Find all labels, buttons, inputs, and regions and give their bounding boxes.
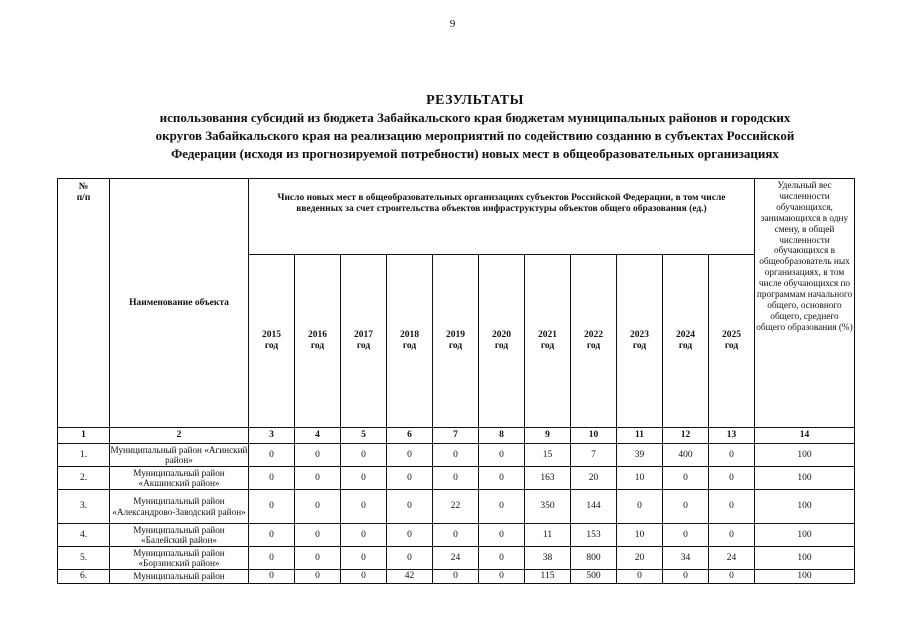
row-num: 3. <box>58 490 110 524</box>
cell-value: 0 <box>249 524 295 547</box>
cell-value: 42 <box>387 570 433 584</box>
cell-value: 0 <box>295 524 341 547</box>
table-row <box>58 444 855 467</box>
row-share: 100 <box>755 524 855 547</box>
cell-value: 0 <box>479 490 525 524</box>
row-name: Муниципальный район «Александрово-Заводский район» <box>110 490 249 524</box>
column-index: 3 <box>249 428 295 444</box>
header-year: 2021 год <box>525 255 571 428</box>
row-share: 100 <box>755 444 855 467</box>
header-share: Удельный вес численности обучающихся, занимающихся в одну смену, в общей численности обучающихся в общеобразователь ных организациях, в том числе обучающихся по программам начального общего, основного общего, среднего общего образования (%) <box>755 179 855 428</box>
cell-value: 144 <box>571 490 617 524</box>
cell-value: 0 <box>341 444 387 467</box>
cell-value: 500 <box>571 570 617 584</box>
cell-value: 0 <box>617 490 663 524</box>
cell-value: 0 <box>479 570 525 584</box>
cell-value: 0 <box>295 467 341 490</box>
cell-value: 0 <box>663 467 709 490</box>
row-name: Муниципальный район «Агинский район» <box>110 444 248 465</box>
table-row <box>58 524 855 547</box>
column-index: 5 <box>341 428 387 444</box>
row-num: 1. <box>58 444 110 467</box>
cell-value: 24 <box>709 547 755 570</box>
column-index: 12 <box>663 428 709 444</box>
cell-value: 7 <box>571 444 617 467</box>
cell-value: 22 <box>433 490 479 524</box>
subtitle-line: Федерации (исходя из прогнозируемой потребности) новых мест в общеобразовательных организациях <box>171 146 779 161</box>
cell-value: 0 <box>295 570 341 584</box>
cell-value: 0 <box>387 490 433 524</box>
document-title: РЕЗУЛЬТАТЫ <box>426 93 524 108</box>
table-row <box>58 467 855 490</box>
header-year: 2022 год <box>571 255 617 428</box>
cell-value: 0 <box>433 524 479 547</box>
results-table <box>57 178 855 584</box>
cell-value: 0 <box>249 490 295 524</box>
cell-value: 0 <box>433 570 479 584</box>
cell-value: 0 <box>433 467 479 490</box>
cell-value: 0 <box>341 524 387 547</box>
header-year: 2019 год <box>433 255 479 428</box>
header-year: 2016 год <box>295 255 341 428</box>
cell-value: 38 <box>525 547 571 570</box>
document-heading <box>60 93 890 163</box>
cell-value: 0 <box>663 524 709 547</box>
subtitle-line: округов Забайкальского края на реализацию мероприятий по содействию созданию в субъектах Российской <box>155 128 795 143</box>
cell-value: 0 <box>341 547 387 570</box>
column-index: 1 <box>58 428 110 444</box>
cell-value: 24 <box>433 547 479 570</box>
cell-value: 800 <box>571 547 617 570</box>
header-num: № п/п <box>58 179 110 428</box>
header-year: 2018 год <box>387 255 433 428</box>
column-index: 7 <box>433 428 479 444</box>
row-num: 2. <box>58 467 110 490</box>
row-name: Муниципальный район <box>110 570 249 584</box>
cell-value: 39 <box>617 444 663 467</box>
page-number: 9 <box>449 18 456 30</box>
cell-value: 0 <box>387 524 433 547</box>
header-year: 2025 год <box>709 255 755 428</box>
subtitle-line: использования субсидий из бюджета Забайкальского края бюджетам муниципальных районов и городских <box>159 110 791 125</box>
column-index: 4 <box>295 428 341 444</box>
cell-value: 0 <box>709 490 755 524</box>
column-index: 9 <box>525 428 571 444</box>
row-share: 100 <box>755 547 855 570</box>
cell-value: 0 <box>249 570 295 584</box>
cell-value: 350 <box>525 490 571 524</box>
header-year: 2023 год <box>617 255 663 428</box>
row-name: Муниципальный район «Борзинский район» <box>110 547 249 570</box>
cell-value: 153 <box>571 524 617 547</box>
cell-value: 0 <box>295 490 341 524</box>
column-index: 10 <box>571 428 617 444</box>
header-row <box>58 179 855 255</box>
header-year: 2015 год <box>249 255 295 428</box>
cell-value: 0 <box>249 467 295 490</box>
cell-value: 34 <box>663 547 709 570</box>
row-name: Муниципальный район «Акшинский район» <box>110 467 249 490</box>
column-index: 14 <box>755 428 855 444</box>
cell-value: 0 <box>479 524 525 547</box>
cell-value: 0 <box>249 444 295 467</box>
cell-value: 0 <box>341 570 387 584</box>
column-index: 2 <box>110 428 249 444</box>
cell-value: 0 <box>479 547 525 570</box>
row-num: 6. <box>58 570 110 584</box>
row-name: Муниципальный район «Балейский район» <box>110 524 249 547</box>
cell-value: 0 <box>295 444 341 467</box>
cell-value: 0 <box>709 570 755 584</box>
column-index: 6 <box>387 428 433 444</box>
cell-value: 0 <box>387 444 433 467</box>
cell-value: 20 <box>617 547 663 570</box>
column-index: 8 <box>479 428 525 444</box>
cell-value: 0 <box>617 570 663 584</box>
cell-value: 20 <box>571 467 617 490</box>
table-row <box>58 490 855 524</box>
column-index: 11 <box>617 428 663 444</box>
row-share: 100 <box>755 570 855 584</box>
cell-value: 163 <box>525 467 571 490</box>
cell-value: 0 <box>433 444 479 467</box>
document-subtitle <box>60 109 890 163</box>
column-index: 13 <box>709 428 755 444</box>
cell-value: 11 <box>525 524 571 547</box>
row-num: 4. <box>58 524 110 547</box>
cell-value: 0 <box>709 444 755 467</box>
row-num: 5. <box>58 547 110 570</box>
header-year: 2020 год <box>479 255 525 428</box>
cell-value: 400 <box>663 444 709 467</box>
column-index-row <box>58 428 855 444</box>
header-year: 2024 год <box>663 255 709 428</box>
cell-value: 0 <box>249 547 295 570</box>
cell-value: 15 <box>525 444 571 467</box>
cell-value: 0 <box>709 467 755 490</box>
header-name: Наименование объекта <box>110 179 249 428</box>
cell-value: 0 <box>341 467 387 490</box>
header-year: 2017 год <box>341 255 387 428</box>
cell-value: 0 <box>387 467 433 490</box>
cell-value: 0 <box>479 467 525 490</box>
cell-value: 0 <box>295 547 341 570</box>
cell-value: 10 <box>617 467 663 490</box>
cell-value: 0 <box>663 490 709 524</box>
table-row <box>58 547 855 570</box>
cell-value: 10 <box>617 524 663 547</box>
row-share: 100 <box>755 467 855 490</box>
table-row <box>58 570 855 584</box>
cell-value: 0 <box>709 524 755 547</box>
row-share: 100 <box>755 490 855 524</box>
cell-value: 0 <box>663 570 709 584</box>
cell-value: 0 <box>479 444 525 467</box>
cell-value: 0 <box>387 547 433 570</box>
cell-value: 115 <box>525 570 571 584</box>
cell-value: 0 <box>341 490 387 524</box>
header-new-places: Число новых мест в общеобразовательных организациях субъектов Российской Федерации, в том числе введенных за счет строительства объектов инфраструктуры объектов общего образования (ед.) <box>249 179 755 255</box>
